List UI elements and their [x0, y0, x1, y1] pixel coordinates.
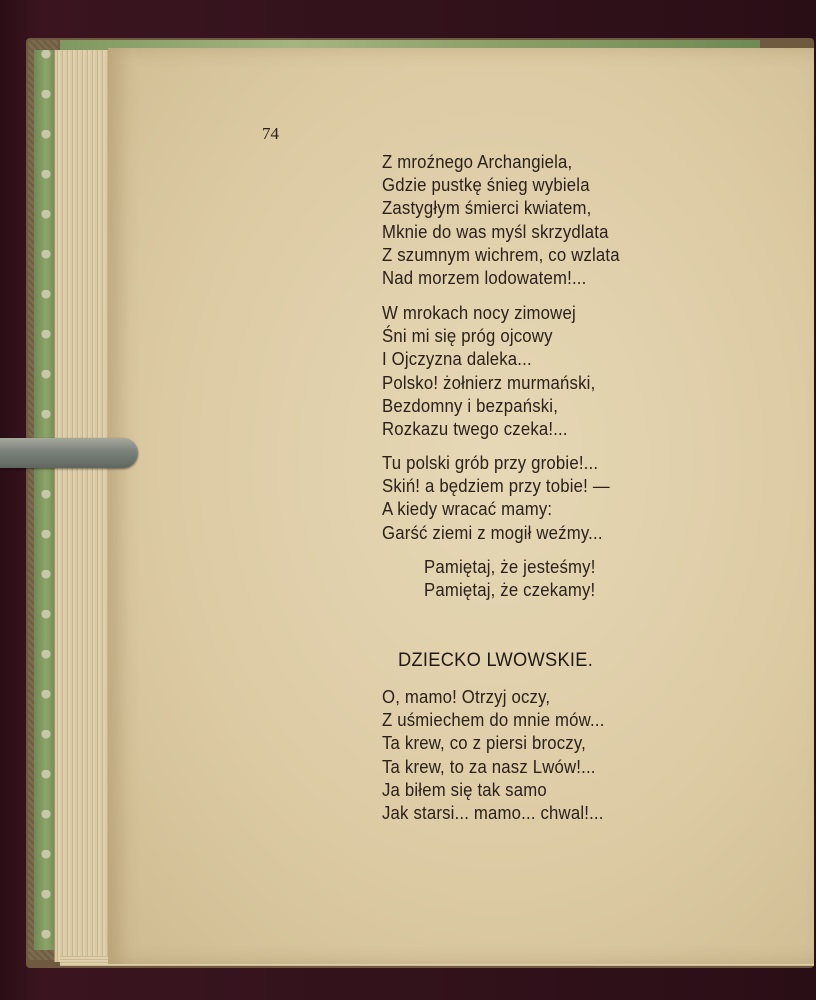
verse-line: Tu polski grób przy grobie!... [382, 453, 599, 473]
verse-line: Ta krew, to za nasz Lwów!... [382, 756, 596, 777]
verse-line: Z uśmiechem do mnie mów... [382, 710, 605, 731]
verse-line: Zastygłym śmierci kwiatem, [382, 198, 592, 219]
refrain [424, 556, 596, 602]
page-number: 74 [262, 124, 279, 143]
verse-line: Skiń! a będziem przy tobie! — [382, 476, 610, 497]
stanza-1 [382, 151, 620, 290]
verse-line: Z szumnym wichrem, co wzlata [382, 244, 620, 265]
stanza-3 [382, 452, 610, 545]
stanza-4 [382, 686, 605, 825]
verse-line: Z mroźnego Archangiela, [382, 152, 573, 172]
verse-line: Nad morzem lodowatem!... [382, 267, 587, 288]
verse-line: Garść ziemi z mogił weźmy... [382, 522, 603, 543]
poem-title: DZIECKO LWOWSKIE. [398, 650, 594, 671]
verse-line: Ta krew, co z piersi broczy, [382, 733, 586, 754]
verse-line: A kiedy wracać mamy: [382, 499, 553, 520]
verse-line: Jak starsi... mamo... chwal!... [382, 802, 604, 823]
verse-line: Pamiętaj, że jesteśmy! [424, 557, 596, 577]
verse-line: Rozkazu twego czeka!... [382, 418, 568, 439]
verse-line: Śni mi się próg ojcowy [382, 326, 553, 347]
verse-line: W mrokach nocy zimowej [382, 303, 576, 323]
verse-line: Mknie do was myśl skrzydlata [382, 221, 609, 242]
verse-line: I Ojczyzna daleka... [382, 349, 532, 370]
verse-line: O, mamo! Otrzyj oczy, [382, 687, 551, 707]
ribbon-bookmark [0, 438, 138, 468]
stanza-2 [382, 302, 595, 441]
verse-line: Gdzie pustkę śnieg wybiela [382, 175, 590, 196]
verse-line: Bezdomny i bezpański, [382, 395, 559, 416]
verse-line: Polsko! żołnierz murmański, [382, 372, 596, 393]
verse-line: Ja biłem się tak samo [382, 779, 547, 800]
verse-line: Pamiętaj, że czekamy! [424, 580, 596, 601]
